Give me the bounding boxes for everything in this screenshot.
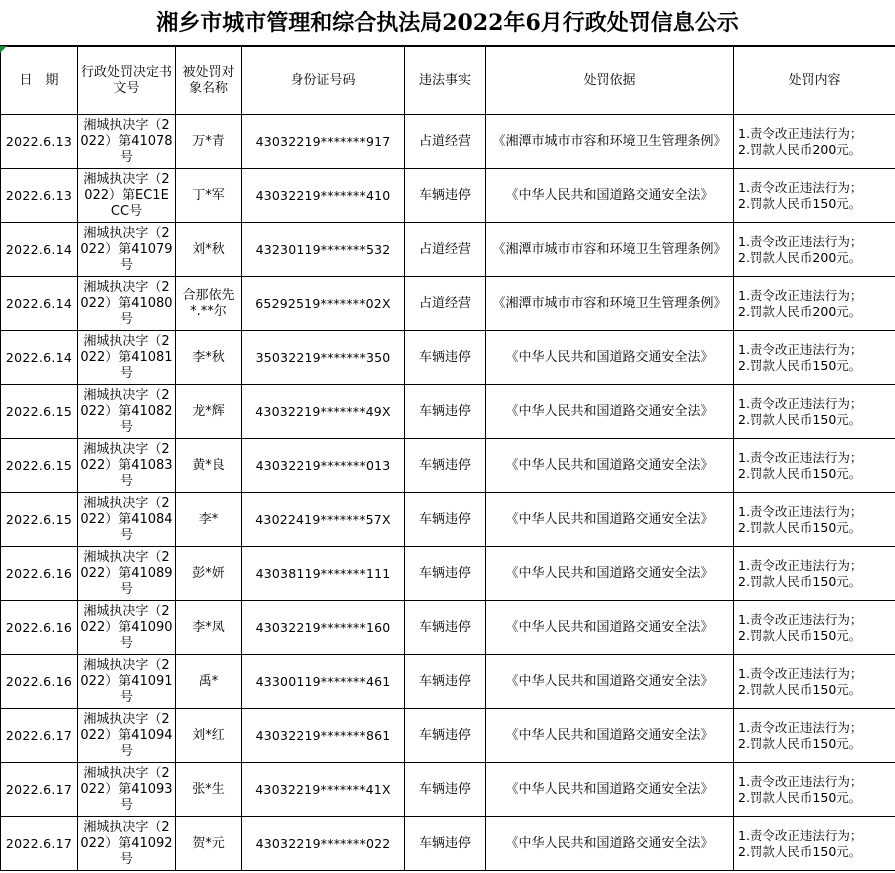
cell-basis: 《中华人民共和国道路交通安全法》	[486, 493, 734, 547]
cell-target	[176, 547, 242, 601]
cell-id-no: 43032219*******49X	[242, 385, 405, 439]
content-line-2: 2.罚款人民币150元。	[738, 411, 862, 427]
doc-no-text: 湘城执决字（2022）第41081号	[80, 333, 173, 381]
table-row	[1, 331, 895, 385]
content-line-1: 1.责令改正违法行为；	[738, 125, 863, 141]
cell-doc-no	[78, 439, 176, 493]
doc-no-text: 湘城执决字（2022）第41080号	[80, 279, 173, 327]
cell-date: 2022.6.14	[1, 331, 78, 385]
cell-target	[176, 763, 242, 817]
cell-id-no: 43032219*******160	[242, 601, 405, 655]
target-text: 禹*	[198, 673, 219, 689]
target-text: 彭*妍	[192, 565, 225, 581]
cell-violation: 车辆违停	[405, 439, 486, 493]
content-line-2: 2.罚款人民币150元。	[738, 789, 862, 805]
cell-content	[734, 655, 895, 709]
cell-basis: 《中华人民共和国道路交通安全法》	[486, 439, 734, 493]
cell-date: 2022.6.16	[1, 601, 78, 655]
content-line-1: 1.责令改正违法行为；	[738, 395, 863, 411]
doc-no-text: 湘城执决字（2022）第41092号	[80, 819, 173, 867]
doc-no-text: 湘城执决字（2022）第41083号	[80, 441, 173, 489]
content-line-2: 2.罚款人民币200元。	[738, 141, 862, 157]
cell-target	[176, 655, 242, 709]
table-row	[1, 763, 895, 817]
cell-content	[734, 169, 895, 223]
content-line-2: 2.罚款人民币150元。	[738, 573, 862, 589]
target-text: 合那依先*.**尔	[182, 287, 235, 319]
header-target: 被处罚对象名称	[176, 47, 242, 115]
content-line-1: 1.责令改正违法行为；	[738, 449, 863, 465]
content-line-1: 1.责令改正违法行为；	[738, 827, 863, 843]
cell-id-no: 43300119*******461	[242, 655, 405, 709]
content-line-1: 1.责令改正违法行为；	[738, 341, 863, 357]
cell-doc-no	[78, 709, 176, 763]
cell-basis: 《中华人民共和国道路交通安全法》	[486, 385, 734, 439]
cell-date: 2022.6.17	[1, 709, 78, 763]
cell-basis: 《中华人民共和国道路交通安全法》	[486, 709, 734, 763]
cell-target	[176, 169, 242, 223]
cell-doc-no	[78, 493, 176, 547]
target-text: 李*	[198, 511, 219, 527]
doc-no-text: 湘城执决字（2022）第41091号	[80, 657, 173, 705]
cell-doc-no	[78, 547, 176, 601]
cell-violation: 车辆违停	[405, 331, 486, 385]
header-date: 日 期	[1, 47, 78, 115]
table-row	[1, 223, 895, 277]
cell-violation: 车辆违停	[405, 763, 486, 817]
cell-violation: 占道经营	[405, 115, 486, 169]
content-line-1: 1.责令改正违法行为；	[738, 665, 863, 681]
table-row	[1, 601, 895, 655]
doc-no-text: 湘城执决字（2022）第41078号	[80, 117, 173, 165]
cell-violation: 车辆违停	[405, 493, 486, 547]
cell-basis: 《湘潭市城市市容和环境卫生管理条例》	[486, 277, 734, 331]
target-text: 李*秋	[192, 349, 225, 365]
cell-violation: 车辆违停	[405, 385, 486, 439]
content-line-1: 1.责令改正违法行为；	[738, 773, 863, 789]
content-line-2: 2.罚款人民币200元。	[738, 303, 862, 319]
cell-doc-no	[78, 115, 176, 169]
cell-doc-no	[78, 601, 176, 655]
content-line-1: 1.责令改正违法行为；	[738, 503, 863, 519]
target-text: 万*青	[192, 133, 225, 149]
table-body	[1, 115, 895, 871]
cell-content	[734, 817, 895, 871]
cell-date: 2022.6.17	[1, 763, 78, 817]
cell-doc-no	[78, 385, 176, 439]
cell-id-no: 43038119*******111	[242, 547, 405, 601]
cell-target	[176, 115, 242, 169]
cell-content	[734, 115, 895, 169]
content-line-2: 2.罚款人民币200元。	[738, 249, 862, 265]
cell-basis: 《中华人民共和国道路交通安全法》	[486, 601, 734, 655]
header-basis: 处罚依据	[486, 47, 734, 115]
target-text: 黄*良	[192, 457, 225, 473]
cell-id-no: 43032219*******41X	[242, 763, 405, 817]
cell-id-no: 35032219*******350	[242, 331, 405, 385]
content-line-1: 1.责令改正违法行为；	[738, 233, 863, 249]
table-row	[1, 277, 895, 331]
cell-basis: 《中华人民共和国道路交通安全法》	[486, 817, 734, 871]
content-line-1: 1.责令改正违法行为；	[738, 287, 863, 303]
cell-content	[734, 601, 895, 655]
cell-id-no: 65292519*******02X	[242, 277, 405, 331]
cell-violation: 车辆违停	[405, 709, 486, 763]
cell-date: 2022.6.15	[1, 439, 78, 493]
cell-content	[734, 763, 895, 817]
cell-content	[734, 223, 895, 277]
cell-basis: 《中华人民共和国道路交通安全法》	[486, 547, 734, 601]
content-line-1: 1.责令改正违法行为；	[738, 179, 863, 195]
table-row	[1, 385, 895, 439]
content-line-2: 2.罚款人民币150元。	[738, 735, 862, 751]
cell-target	[176, 709, 242, 763]
cell-basis: 《中华人民共和国道路交通安全法》	[486, 655, 734, 709]
cell-doc-no	[78, 277, 176, 331]
content-line-2: 2.罚款人民币150元。	[738, 519, 862, 535]
cell-date: 2022.6.16	[1, 547, 78, 601]
cell-date: 2022.6.17	[1, 817, 78, 871]
cell-id-no: 43022419*******57X	[242, 493, 405, 547]
table-row	[1, 547, 895, 601]
cell-id-no: 43032219*******013	[242, 439, 405, 493]
target-text: 贺*元	[192, 835, 225, 851]
doc-no-text: 湘城执决字（2022）第41090号	[80, 603, 173, 651]
content-line-1: 1.责令改正违法行为；	[738, 611, 863, 627]
target-text: 张*生	[192, 781, 225, 797]
cell-date: 2022.6.13	[1, 169, 78, 223]
cell-basis: 《湘潭市城市市容和环境卫生管理条例》	[486, 115, 734, 169]
cell-id-no: 43032219*******410	[242, 169, 405, 223]
content-line-1: 1.责令改正违法行为；	[738, 557, 863, 573]
header-content: 处罚内容	[734, 47, 895, 115]
table-row	[1, 169, 895, 223]
doc-no-text: 湘城执决字（2022）第41084号	[80, 495, 173, 543]
cell-target	[176, 493, 242, 547]
cell-target	[176, 223, 242, 277]
cell-id-no: 43032219*******917	[242, 115, 405, 169]
cell-violation: 车辆违停	[405, 655, 486, 709]
content-line-2: 2.罚款人民币150元。	[738, 627, 862, 643]
table-row	[1, 439, 895, 493]
cell-content	[734, 331, 895, 385]
cell-basis: 《中华人民共和国道路交通安全法》	[486, 763, 734, 817]
content-line-2: 2.罚款人民币150元。	[738, 465, 862, 481]
target-text: 丁*军	[192, 187, 225, 203]
content-line-2: 2.罚款人民币150元。	[738, 843, 862, 859]
cell-content	[734, 493, 895, 547]
cell-id-no: 43032219*******022	[242, 817, 405, 871]
content-line-2: 2.罚款人民币150元。	[738, 195, 862, 211]
header-doc-no: 行政处罚决定书文号	[78, 47, 176, 115]
cell-basis: 《湘潭市城市市容和环境卫生管理条例》	[486, 223, 734, 277]
header-violation: 违法事实	[405, 47, 486, 115]
target-text: 刘*秋	[192, 241, 225, 257]
content-line-1: 1.责令改正违法行为；	[738, 719, 863, 735]
cell-violation: 占道经营	[405, 277, 486, 331]
penalty-table	[0, 46, 895, 871]
cell-content	[734, 277, 895, 331]
cell-date: 2022.6.16	[1, 655, 78, 709]
table-row	[1, 115, 895, 169]
cell-violation: 车辆违停	[405, 547, 486, 601]
table-row	[1, 817, 895, 871]
cell-basis: 《中华人民共和国道路交通安全法》	[486, 169, 734, 223]
cell-violation: 车辆违停	[405, 601, 486, 655]
target-text: 刘*红	[192, 727, 225, 743]
cell-date: 2022.6.15	[1, 385, 78, 439]
content-line-2: 2.罚款人民币150元。	[738, 357, 862, 373]
cell-doc-no	[78, 655, 176, 709]
cell-id-no: 43230119*******532	[242, 223, 405, 277]
doc-no-text: 湘城执决字（2022）第41093号	[80, 765, 173, 813]
doc-no-text: 湘城执决字（2022）第41089号	[80, 549, 173, 597]
content-line-2: 2.罚款人民币150元。	[738, 681, 862, 697]
cell-corner-marker	[0, 46, 7, 53]
page-title: 湘乡市城市管理和综合执法局2022年6月行政处罚信息公示	[0, 0, 895, 46]
cell-target	[176, 277, 242, 331]
table-header-row	[1, 47, 895, 115]
table-row	[1, 709, 895, 763]
target-text: 龙*辉	[192, 403, 225, 419]
cell-basis: 《中华人民共和国道路交通安全法》	[486, 331, 734, 385]
cell-date: 2022.6.13	[1, 115, 78, 169]
target-text: 李*凤	[192, 619, 225, 635]
cell-target	[176, 817, 242, 871]
cell-date: 2022.6.15	[1, 493, 78, 547]
cell-date: 2022.6.14	[1, 277, 78, 331]
doc-no-text: 湘城执决字（2022）第41082号	[80, 387, 173, 435]
cell-id-no: 43032219*******861	[242, 709, 405, 763]
doc-no-text: 湘城执决字（2022）第41079号	[80, 225, 173, 273]
cell-target	[176, 439, 242, 493]
cell-content	[734, 439, 895, 493]
cell-doc-no	[78, 763, 176, 817]
cell-doc-no	[78, 223, 176, 277]
table-row	[1, 655, 895, 709]
cell-violation: 车辆违停	[405, 817, 486, 871]
cell-violation: 占道经营	[405, 223, 486, 277]
doc-no-text: 湘城执决字（2022）第EC1ECC号	[83, 171, 170, 219]
cell-doc-no	[78, 169, 176, 223]
header-id-no: 身份证号码	[242, 47, 405, 115]
cell-content	[734, 547, 895, 601]
cell-target	[176, 601, 242, 655]
cell-doc-no	[78, 817, 176, 871]
cell-doc-no	[78, 331, 176, 385]
table-row	[1, 493, 895, 547]
cell-violation: 车辆违停	[405, 169, 486, 223]
cell-date: 2022.6.14	[1, 223, 78, 277]
cell-content	[734, 385, 895, 439]
cell-target	[176, 331, 242, 385]
cell-content	[734, 709, 895, 763]
cell-target	[176, 385, 242, 439]
doc-no-text: 湘城执决字（2022）第41094号	[80, 711, 173, 759]
